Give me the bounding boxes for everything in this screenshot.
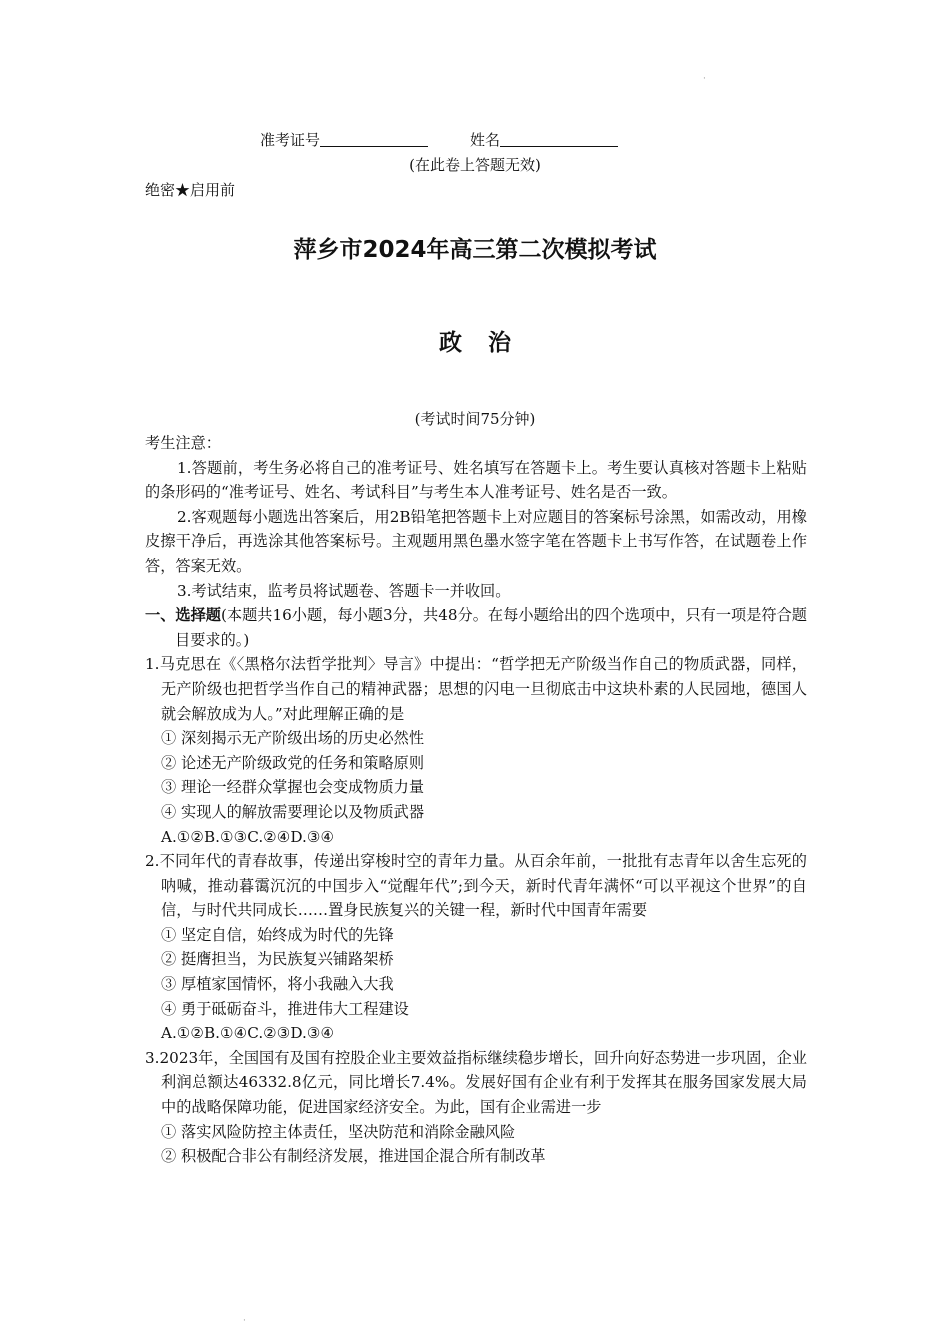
candidate-info-line xyxy=(260,129,618,150)
subject-char-1: 政 xyxy=(439,330,462,356)
notice-heading: 考生注意： xyxy=(145,434,221,452)
question-option: ③ 厚植家国情怀，将小我融入大我 xyxy=(161,975,394,994)
secret-label: 绝密★启用前 xyxy=(145,181,236,199)
question-option: ④ 实现人的解放需要理论以及物质武器 xyxy=(161,802,425,821)
exam-time: (考试时间75分钟) xyxy=(414,410,536,428)
exam-id-blank xyxy=(320,131,428,147)
section-desc: (本题共16小题，每小题3分，共48分。在每小题给出的四个选项中，只有一项是符合题目要求的。) xyxy=(175,606,807,649)
subject-title xyxy=(0,324,950,357)
question-option: ① 落实风险防控主体责任，坚决防范和消除金融风险 xyxy=(161,1122,516,1141)
name-blank xyxy=(500,131,618,147)
exam-title: 萍乡市2024年高三第二次模拟考试 xyxy=(293,237,657,263)
question-option: ② 积极配合非公有制经济发展，推进国企混合所有制改革 xyxy=(161,1147,546,1166)
notice-item: 2.客观题每小题选出答案后，用2B铅笔把答题卡上对应题目的答案标号涂黑，如需改动，用橡皮擦干净后，再选涂其他答案标号。主观题用黑色墨水签字笔在答题卡上书写作答，在试题卷上作答，答案无效。 xyxy=(145,507,807,575)
question-stem: 2.不同年代的青春故事，传递出穿梭时空的青年力量。从百余年前，一批批有志青年以舍生忘死的呐喊，推动暮霭沉沉的中国步入“觉醒年代”;到今天，新时代青年满怀“可以平视这个世界”的自信，与时代共同成长……置身民族复兴的关键一程，新时代中国青年需要 xyxy=(145,852,807,920)
question-choices: A.①②B.①④C.②③D.③④ xyxy=(161,1024,335,1043)
section-label: 一、选择题 xyxy=(145,606,221,625)
question-option: ① 深刻揭示无产阶级出场的历史必然性 xyxy=(161,729,425,748)
exam-id-label: 准考证号 xyxy=(260,131,321,149)
question-option: ③ 理论一经群众掌握也会变成物质力量 xyxy=(161,778,425,797)
notice-item: 3.考试结束，监考员将试题卷、答题卡一并收回。 xyxy=(177,581,511,600)
question-option: ④ 勇于砥砺奋斗，推进伟大工程建设 xyxy=(161,999,409,1018)
question-option: ① 坚定自信，始终成为时代的先锋 xyxy=(161,925,394,944)
invalid-note: (在此卷上答题无效) xyxy=(409,156,541,174)
question-option: ② 挺膺担当，为民族复兴铺路架桥 xyxy=(161,950,394,969)
notice-item: 1.答题前，考生务必将自己的准考证号、姓名填写在答题卡上。考生要认真核对答题卡上粘贴的条形码的“准考证号、姓名、考试科目”与考生本人准考证号、姓名是否一致。 xyxy=(145,458,807,502)
question-stem: 3.2023年，全国国有及国有控股企业主要效益指标继续稳步增长，回升向好态势进一步巩固，企业利润总额达46332.8亿元，同比增长7.4%。发展好国有企业有利于发挥其在服务国家发展大局中的战略保障功能，促进国家经济安全。为此，国有企业需进一步 xyxy=(145,1048,807,1117)
exam-body xyxy=(145,431,807,1169)
subject-char-2: 治 xyxy=(488,330,511,356)
question-stem: 1.马克思在《〈黑格尔法哲学批判〉导言》中提出：“哲学把无产阶级当作自己的物质武器，同样，无产阶级也把哲学当作自己的精神武器；思想的闪电一旦彻底击中这块朴素的人民园地，德国人就会解放成为人。”对此理解正确的是 xyxy=(145,655,807,723)
name-label: 姓名 xyxy=(470,131,501,149)
question-option: ② 论述无产阶级政党的任务和策略原则 xyxy=(161,753,425,772)
corner-mark: · xyxy=(703,74,706,84)
question-choices: A.①②B.①③C.②④D.③④ xyxy=(161,827,335,846)
bottom-mark: · xyxy=(243,1316,246,1326)
section-heading xyxy=(145,603,807,652)
